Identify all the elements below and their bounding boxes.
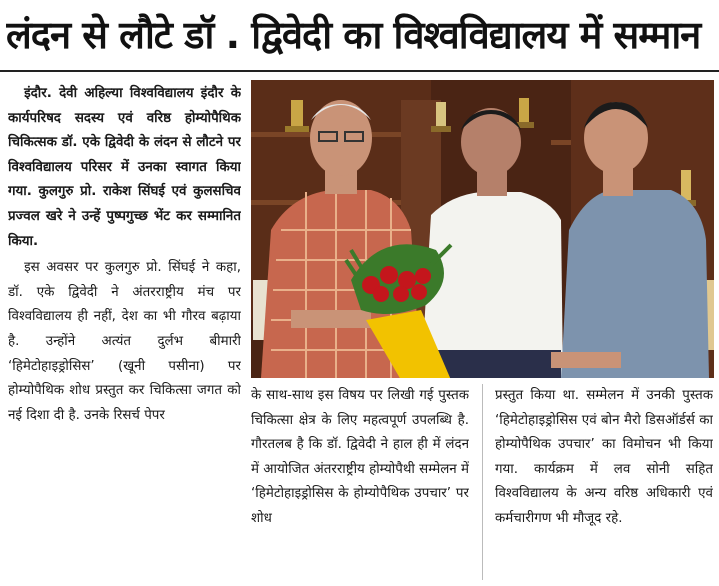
article-column-2 — [251, 384, 469, 582]
article-paragraph: प्रस्तुत किया था. सम्मेलन में उनकी पुस्तक ‘हिमेटोहाइड्रोसिस एवं बोन मैरो डिसऑर्डर्स का होम्योपैथिक उपचार’ का विमोचन भी किया गया. कार्यक्रम में लव सोनी सहित विश्वविद्यालय के अन्य वरिष्ठ अधिकारी एवं कर्मचारीगण भी मौजूद रहे. — [495, 388, 713, 526]
article-paragraph: इस अवसर पर कुलगुरु प्रो. सिंघई ने कहा, डॉ. एके द्विवेदी ने अंतरराष्ट्रीय मंच पर विश्वविद्यालय ही नहीं, देश का भी गौरव बढ़ाया है. उन्होंने अत्यंत दुर्लभ बीमारी ‘हिमेटोहाइड्रोसिस’ (खूनी पसीना) पर होम्योपैथिक शोध प्रस्तुत कर चिकित्सा जगत को नई दिशा दी है. उनके रिसर्च पेपर — [8, 260, 241, 423]
news-photo — [251, 80, 714, 378]
article-column-1 — [8, 82, 241, 582]
headline: लंदन से लौटे डॉ . द्विवेदी का विश्वविद्यालय में सम्मान — [6, 13, 701, 57]
article-lead-paragraph: इंदौर. देवी अहिल्या विश्वविद्यालय इंदौर के कार्यपरिषद सदस्य एवं वरिष्ठ होम्योपैथिक चिकित्सक डॉ. एके द्विवेदी के लंदन से लौटने पर विश्वविद्यालय परिसर में उनका स्वागत किया गया. कुलगुरु प्रो. राकेश सिंघई एवं कुलसचिव प्रज्वल खरे ने उन्हें पुष्पगुच्छ भेंट कर सम्मानित किया. — [8, 86, 241, 249]
column-divider — [482, 384, 483, 580]
headline-rule — [0, 70, 719, 72]
article-paragraph: के साथ-साथ इस विषय पर लिखी गई पुस्तक चिकित्सा क्षेत्र के लिए महत्वपूर्ण उपलब्धि है. गौरतलब है कि डॉ. द्विवेदी ने हाल ही में लंदन में आयोजित अंतरराष्ट्रीय होम्योपैथी सम्मेलन में ‘हिमेटोहाइड्रोसिस के होम्योपैथिक उपचार’ पर शोध — [251, 388, 469, 526]
article-column-3 — [495, 384, 713, 582]
